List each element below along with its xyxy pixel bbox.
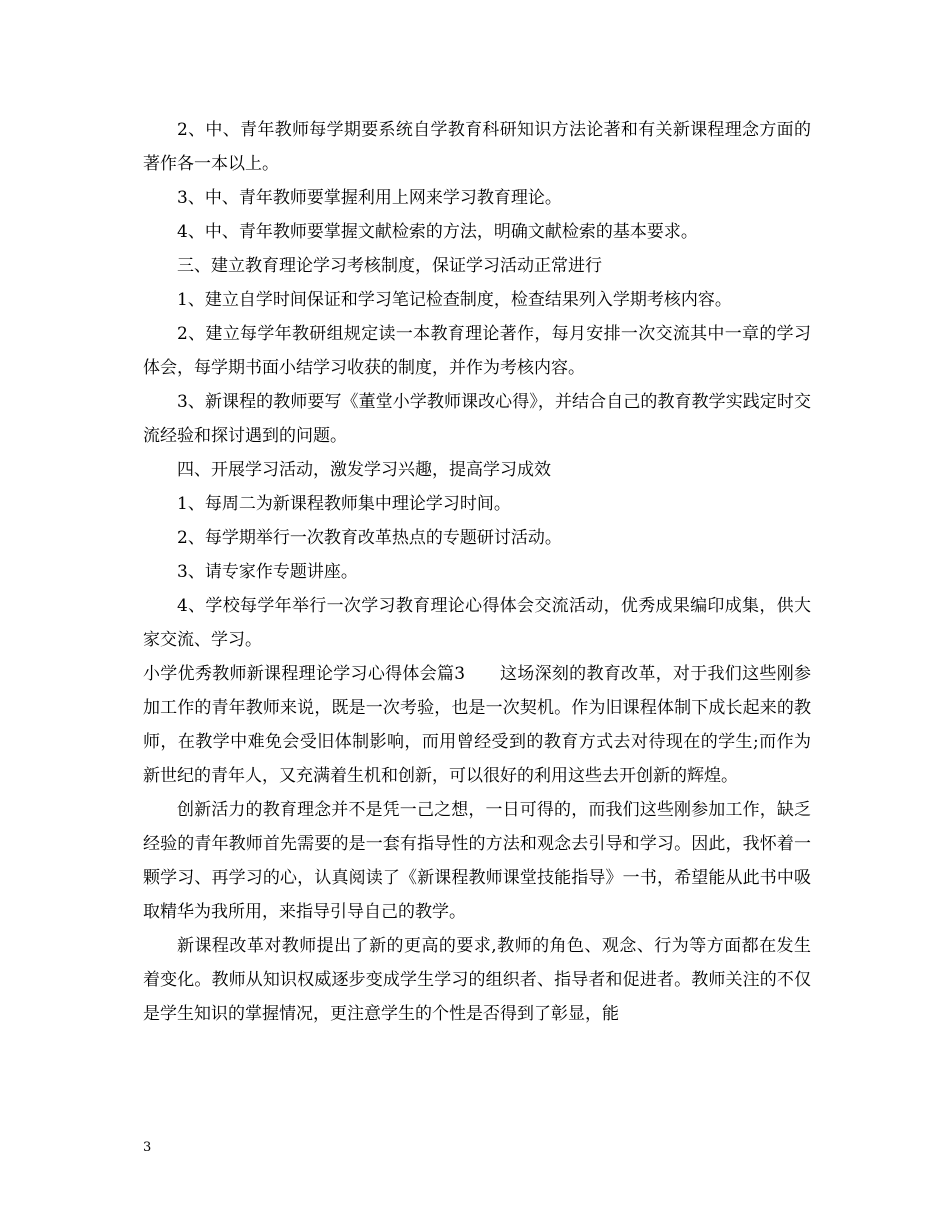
section-heading: 四、开展学习活动，激发学习兴趣，提高学习成效	[177, 460, 551, 480]
document-body	[143, 113, 811, 1031]
page-number: 3	[143, 1140, 152, 1155]
paragraph: 2、建立每学年教研组规定读一本教育理论著作，每月安排一次交流其中一章的学习体会，每学期书面小结学习收获的制度，并作为考核内容。	[143, 324, 811, 378]
paragraph: 1、每周二为新课程教师集中理论学习时间。	[177, 494, 511, 514]
paragraph: 1、建立自学时间保证和学习笔记检查制度，检查结果列入学期考核内容。	[177, 290, 732, 310]
section-heading: 三、建立教育理论学习考核制度，保证学习活动正常进行	[177, 256, 602, 276]
paragraph: 新课程改革对教师提出了新的更高的要求,教师的角色、观念、行为等方面都在发生着变化。教师从知识权威逐步变成学生学习的组织者、指导者和促进者。教师关注的不仅是学生知识的掌握情况，更注意学生的个性是否得到了彰显，能	[143, 936, 811, 1024]
paragraph: 创新活力的教育理念并不是凭一己之想，一日可得的，而我们这些刚参加工作，缺乏经验的青年教师首先需要的是一套有指导性的方法和观念去引导和学习。因此，我怀着一颗学习、再学习的心，认真阅读了《新课程教师课堂技能指导》一书，希望能从此书中吸取精华为我所用，来指导引导自己的教学。	[143, 800, 811, 922]
paragraph: 3、中、青年教师要掌握利用上网来学习教育理论。	[177, 188, 562, 208]
paragraph: 2、每学期举行一次教育改革热点的专题研讨活动。	[177, 528, 562, 548]
article-title-paragraph: 小学优秀教师新课程理论学习心得体会篇3 这场深刻的教育改革，对于我们这些刚参加工作的青年教师来说，既是一次考验，也是一次契机。作为旧课程体制下成长起来的教师，在教学中难免会受旧体制影响，而用曾经受到的教育方式去对待现在的学生;而作为新世纪的青年人，又充满着生机和创新，可以很好的利用这些去开创新的辉煌。	[143, 664, 811, 786]
paragraph: 2、中、青年教师每学期要系统自学教育科研知识方法论著和有关新课程理念方面的著作各一本以上。	[143, 120, 811, 174]
paragraph: 4、学校每学年举行一次学习教育理论心得体会交流活动，优秀成果编印成集，供大家交流、学习。	[143, 596, 811, 650]
paragraph: 3、请专家作专题讲座。	[177, 562, 358, 582]
paragraph: 4、中、青年教师要掌握文献检索的方法，明确文献检索的基本要求。	[177, 222, 698, 242]
paragraph: 3、新课程的教师要写《董堂小学教师课改心得》，并结合自己的教育教学实践定时交流经验和探讨遇到的问题。	[143, 392, 811, 446]
